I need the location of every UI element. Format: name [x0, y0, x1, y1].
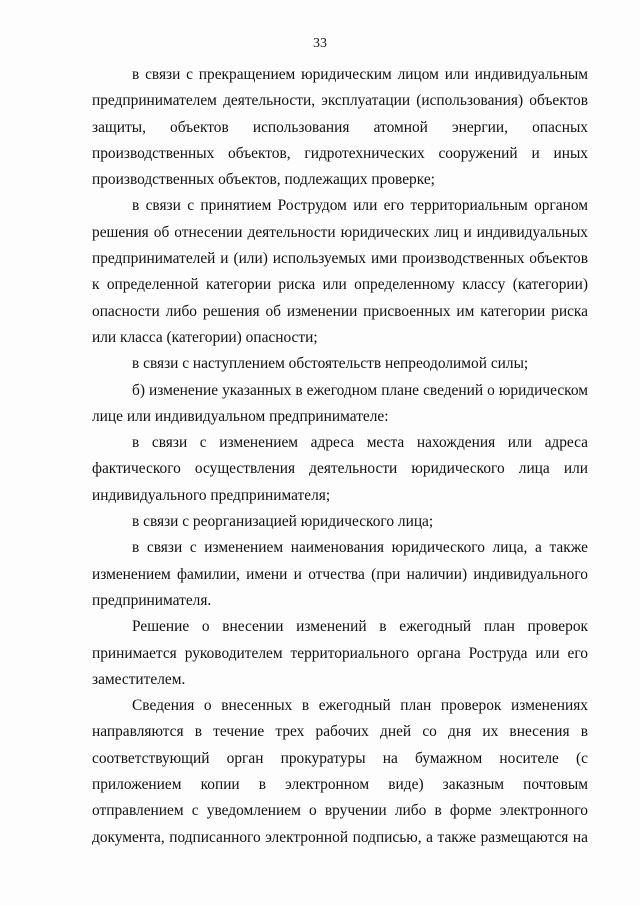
paragraph-information-dispatch: Сведения о внесенных в ежегодный план проверок изменениях направляются в течение трех рабочих дней со дня их внесения в соответствующий орган прокуратуры на бумажном носителе (с приложением копии в электронном виде) заказным почтовым отправлением с уведомлением о вручении либо в форме электронного документа, подписанного электронной подписью, а также размещаются на	[92, 697, 588, 846]
paragraph-change-of-address: в связи с изменением адреса места нахождения или адреса фактического осуществления деятельности юридического лица или индивидуального предпринимателя;	[92, 434, 588, 504]
document-body	[92, 62, 588, 851]
paragraph-force-majeure: в связи с наступлением обстоятельств непреодолимой силы;	[132, 355, 529, 373]
paragraph-risk-category-decision: в связи с принятием Рострудом или его территориальным органом решения об отнесении деятельности юридических лиц и индивидуальных предпринимателей и (или) используемых ими производственных объектов к определенной категории риска или определенному классу (категории) опасности либо решения об изменении присвоенных им категории риска или класса (категории) опасности;	[92, 197, 588, 346]
paragraph-decision-on-changes: Решение о внесении изменений в ежегодный план проверок принимается руководителем территориального органа Роструда или его заместителем.	[92, 618, 588, 688]
paragraph-change-of-name: в связи с изменением наименования юридического лица, а также изменением фамилии, имени и отчества (при наличии) индивидуального предпринимателя.	[92, 539, 588, 609]
paragraph-termination-of-activity: в связи с прекращением юридическим лицом или индивидуальным предпринимателем деятельности, эксплуатации (использования) объектов защиты, объектов использования атомной энергии, опасных производственных объектов, гидротехнических сооружений и иных производственных объектов, подлежащих проверке;	[92, 66, 588, 189]
paragraph-reorganization: в связи с реорганизацией юридического лица;	[132, 513, 434, 531]
page-number: 33	[313, 36, 327, 51]
paragraph-change-of-information: б) изменение указанных в ежегодном плане сведений о юридическом лице или индивидуальном предпринимателе:	[92, 381, 588, 425]
